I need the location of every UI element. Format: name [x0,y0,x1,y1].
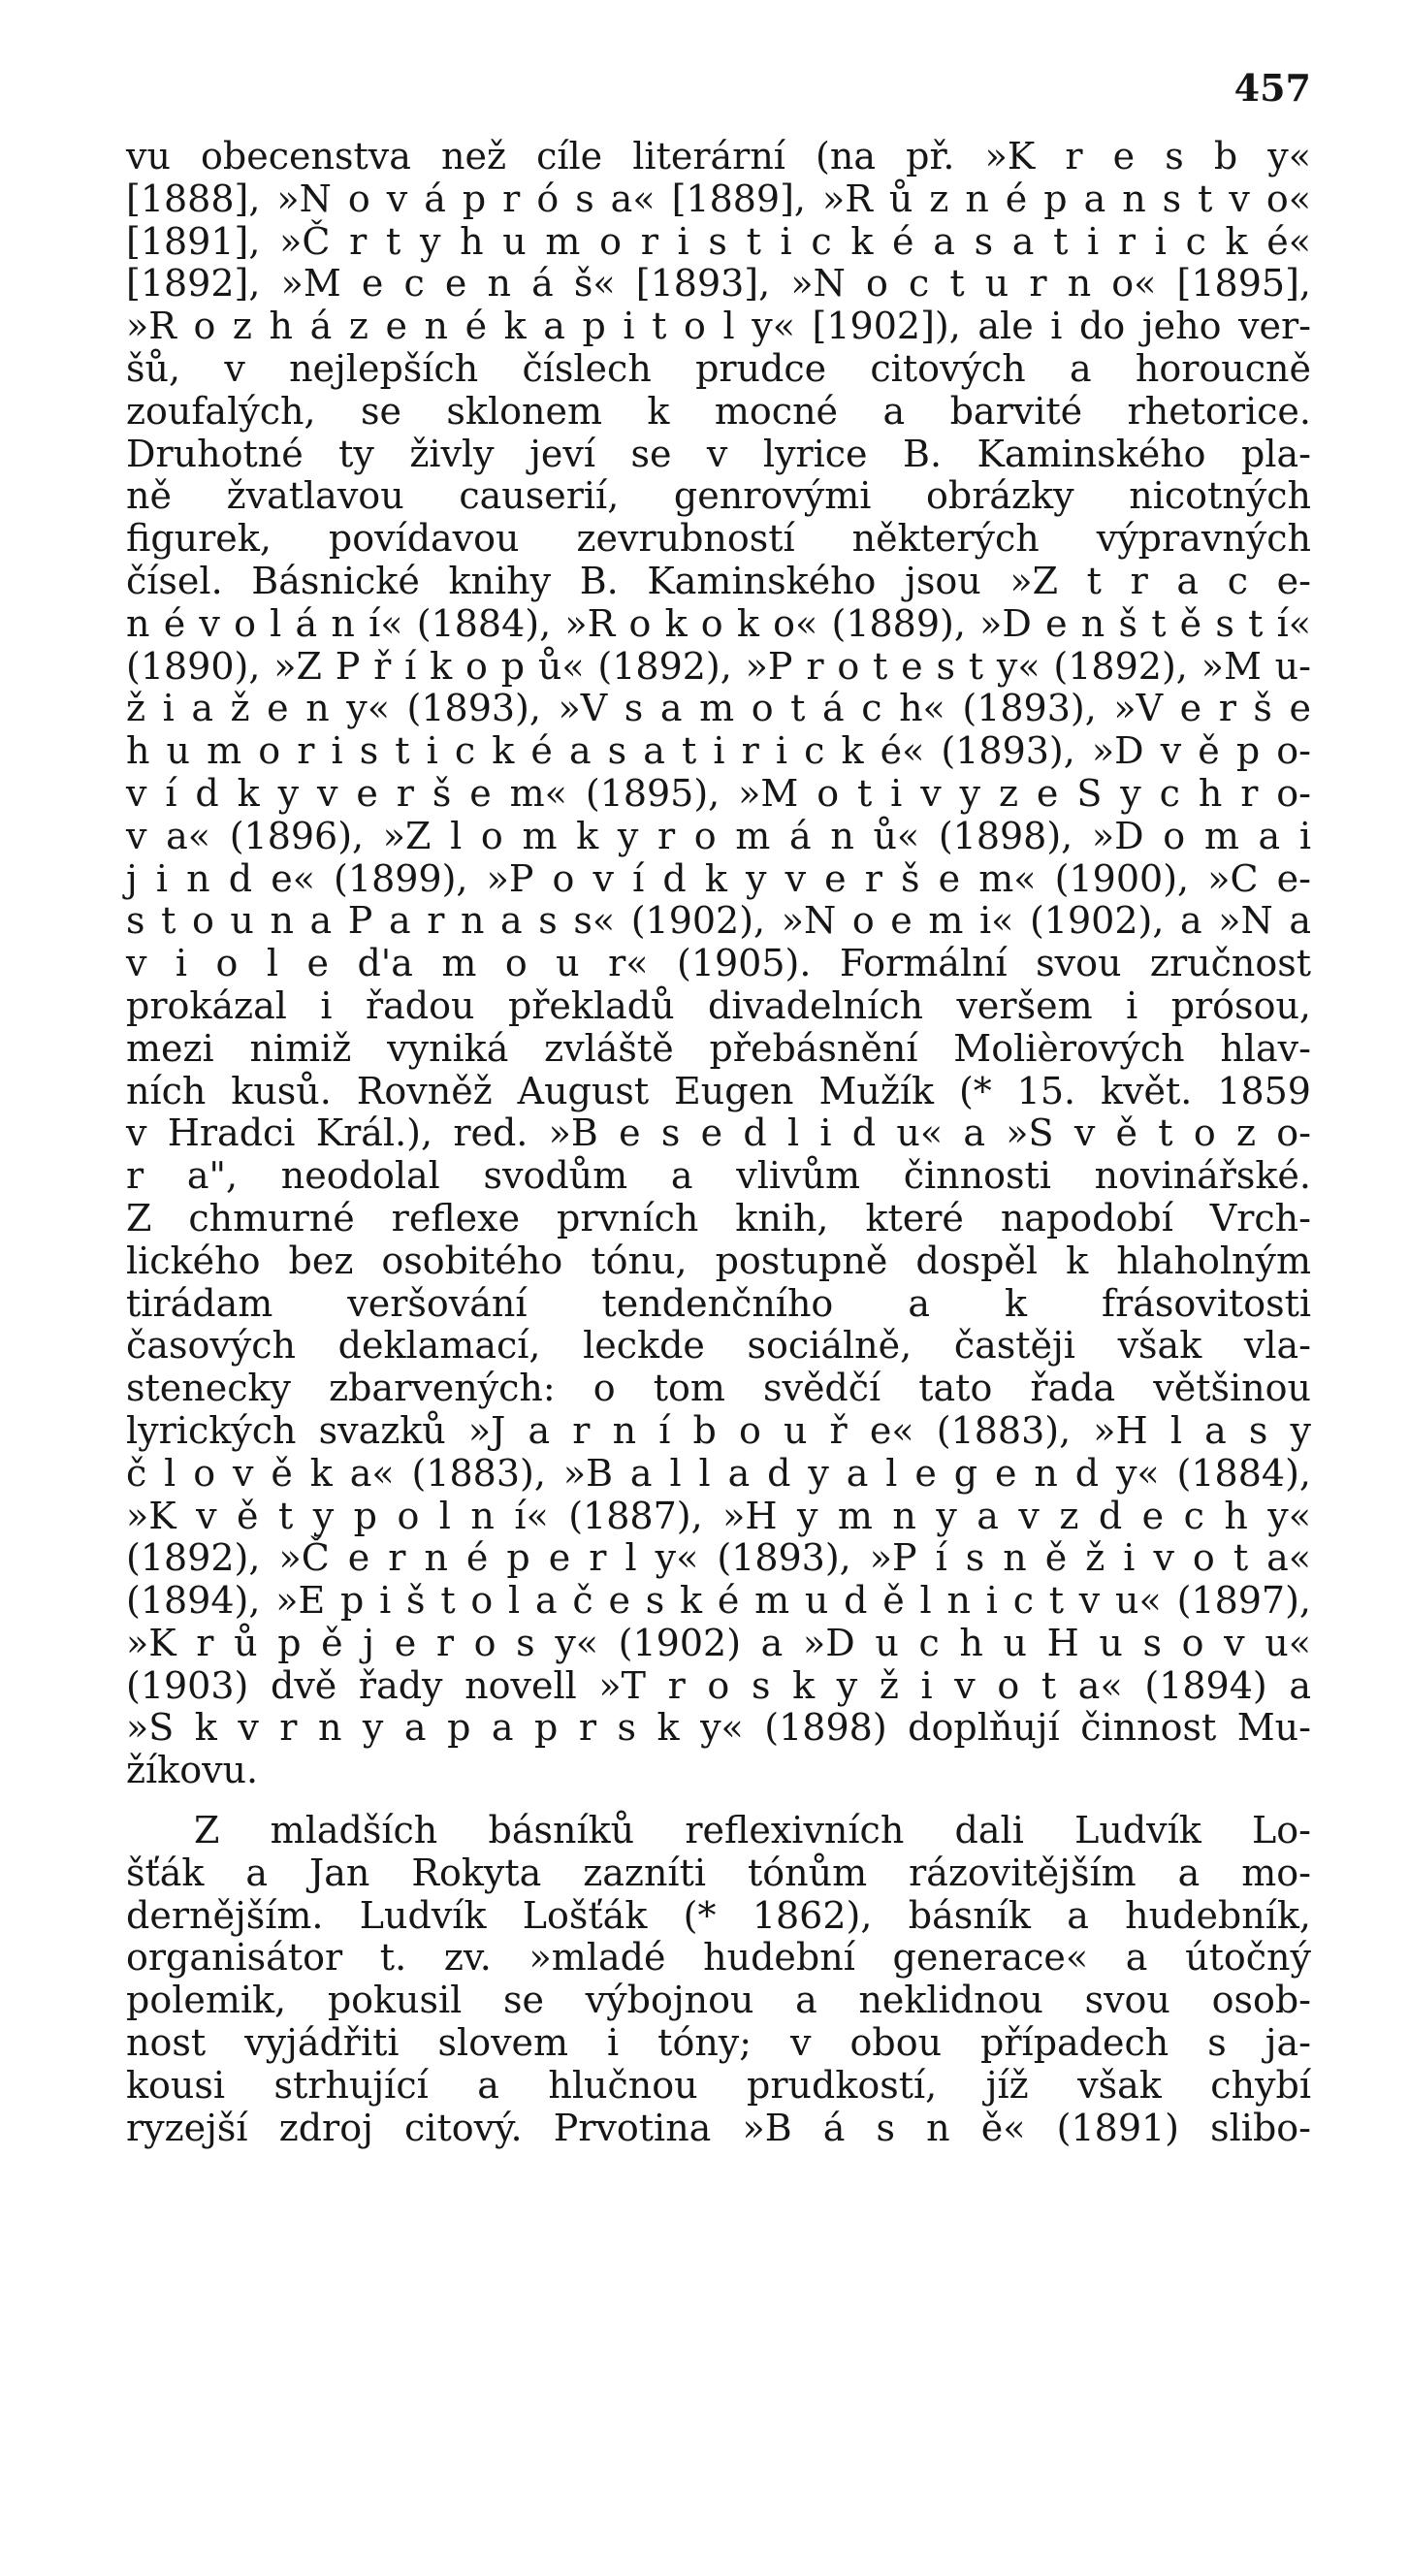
text-line: s t o u n a P a r n a s s« (1902), »N o e m i« (1902), a »N a [126,899,1311,943]
text-line: n é v o l á n í« (1884), »R o k o k o« (1889), »D e n š t ě s t í« [126,601,1311,645]
text-line: stenecky zbarvených: o tom svědčí tato řada většinou [126,1367,1311,1410]
body-text [126,136,1311,2149]
text-line: (1890), »Z P ř í k o p ů« (1892), »P r o t e s t y« (1892), »M u- [126,644,1311,688]
text-line: žíkovu. [126,1749,259,1792]
text-line: organisátor t. zv. »mladé hudební generace« a útočný [126,1936,1311,1980]
paragraph [126,1810,1311,2149]
text-line: [1891], »Č r t y h u m o r i s t i c k é a s a t i r i c k é« [126,219,1311,263]
text-line: v í d k y v e r š e m« (1895), »M o t i v y z e S y c h r o- [126,771,1311,815]
text-line: »R o z h á z e n é k a p i t o l y« [1902]), ale i do jeho ver- [126,305,1311,348]
text-line: šťák a Jan Rokyta zazníti tónům rázovitějším a mo- [126,1851,1311,1894]
text-line: polemik, pokusil se výbojnou a neklidnou svou osob- [126,1979,1311,2022]
text-line: v Hradci Král.), red. »B e s e d l i d u« a »S v ě t o z o- [126,1111,1311,1155]
text-line: (1894), »E p i š t o l a č e s k é m u d ě l n i c t v u« (1897), [126,1579,1311,1623]
text-line: dernějším. Ludvík Lošťák (* 1862), básník a hudebník, [126,1893,1311,1937]
text-line: ryzejší zdroj citový. Prvotina »B á s n ě« (1891) slibo- [126,2106,1311,2149]
text-line: nost vyjádřiti slovem i tóny; v obou případech s ja- [126,2021,1311,2065]
text-line: (1903) dvě řady novell »T r o s k y ž i v o t a« (1894) a [126,1663,1311,1707]
text-line: zoufalých, se sklonem k mocné a barvité rhetorice. [126,389,1311,433]
text-line: »K r ů p ě j e r o s y« (1902) a »D u c h u H u s o v u« [126,1621,1311,1664]
paragraph-gap [126,1792,1311,1810]
text-line: lyrických svazků »J a r n í b o u ř e« (1883), »H l a s y [126,1408,1311,1452]
text-line: šů, v nejlepších číslech prudce citových a horoucně [126,346,1311,390]
text-line: č l o v ě k a« (1883), »B a l l a d y a l e g e n d y« (1884), [126,1451,1311,1495]
text-line: kousi strhující a hlučnou prudkostí, jíž však chybí [126,2063,1311,2107]
text-line: lického bez osobitého tónu, postupně dospěl k hlaholným [126,1239,1311,1282]
text-line: r a", neodolal svodům a vlivům činnosti novinářské. [126,1154,1311,1198]
text-line: Z mladších básníků reflexivních dali Ludvík Lo- [194,1809,1311,1852]
text-line: v i o l e d'a m o u r« (1905). Formální svou zručnost [126,942,1311,985]
text-line: j i n d e« (1899), »P o v í d k y v e r š e m« (1900), »C e- [126,856,1311,900]
text-line: »S k v r n y a p a p r s k y« (1898) doplňují činnost Mu- [126,1706,1311,1750]
text-line: čísel. Básnické knihy B. Kaminského jsou »Z t r a c e- [126,559,1311,602]
text-line: h u m o r i s t i c k é a s a t i r i c k é« (1893), »D v ě p o- [126,729,1311,773]
text-line: [1888], »N o v á p r ó s a« [1889], »R ů z n é p a n s t v o« [126,177,1311,220]
text-line: (1892), »Č e r n é p e r l y« (1893), »P í s n ě ž i v o t a« [126,1536,1311,1580]
text-line: »K v ě t y p o l n í« (1887), »H y m n y a v z d e c h y« [126,1494,1311,1537]
page-number: 457 [1233,66,1311,110]
text-line: mezi nimiž vyniká zvláště přebásnění Molièrových hlav- [126,1026,1311,1070]
text-line: Druhotné ty živly jeví se v lyrice B. Kaminského pla- [126,432,1311,475]
text-line: ně žvatlavou causerií, genrovými obrázky nicotných [126,474,1311,518]
text-line: vu obecenstva než cíle literární (na př. »K r e s b y« [126,135,1311,177]
text-line: Z chmurné reflexe prvních knih, které napodobí Vrch- [126,1196,1311,1240]
text-line: v a« (1896), »Z l o m k y r o m á n ů« (1898), »D o m a i [126,814,1311,857]
paragraph [126,136,1311,1792]
text-line: ž i a ž e n y« (1893), »V s a m o t á c h« (1893), »V e r š e [126,687,1311,730]
text-line: tirádam veršování tendenčního a k frásovitosti [126,1281,1311,1325]
text-line: ních kusů. Rovněž August Eugen Mužík (* 15. květ. 1859 [126,1069,1311,1112]
text-line: prokázal i řadou překladů divadelních veršem i prósou, [126,983,1311,1027]
text-line: časových deklamací, leckde sociálně, častěji však vla- [126,1324,1311,1368]
text-line: [1892], »M e c e n á š« [1893], »N o c t u r n o« [1895], [126,262,1311,306]
text-line: figurek, povídavou zevrubností některých výpravných [126,517,1311,561]
